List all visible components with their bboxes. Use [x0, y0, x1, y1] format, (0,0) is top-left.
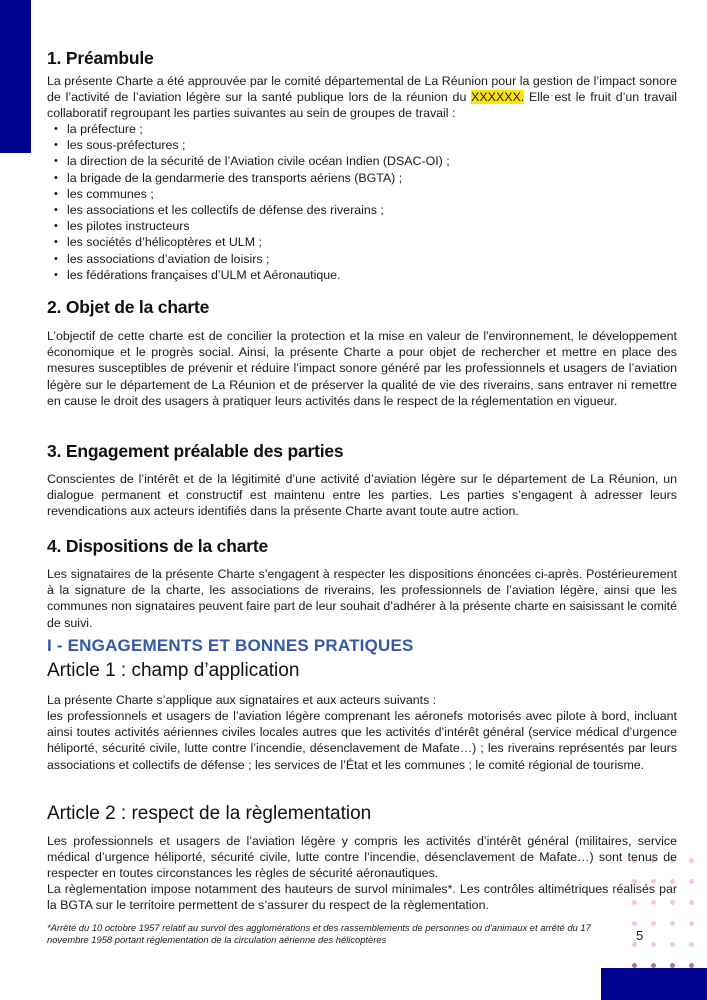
decorative-dot [651, 963, 656, 968]
list-item: • la préfecture ; [67, 121, 450, 137]
list-item: • les associations et les collectifs de défense des riverains ; [67, 202, 450, 218]
decorative-dot [689, 879, 694, 884]
decorative-dot [651, 921, 656, 926]
decorative-dot [689, 858, 694, 863]
section-title-engagement: 3. Engagement préalable des parties [47, 441, 344, 461]
list-item: • les associations d’aviation de loisirs ; [67, 251, 450, 267]
decorative-dot [670, 921, 675, 926]
decorative-dot [689, 900, 694, 905]
preambule-paragraph [47, 73, 677, 122]
decorative-dot [670, 963, 675, 968]
preambule-text: La présente Charte a été approuvée par le comité départemental de La Réunion pour la gestion de l’impact sonore de l’activité de l’aviation légère sur la santé publique lors de la réunion du [47, 74, 677, 105]
article-1-title: Article 1 : champ d’application [47, 660, 300, 681]
page-number: 5 [636, 928, 644, 943]
article-2-paragraph-1: Les professionnels et usagers de l’aviation légère y compris les activités d’intérêt général (militaires, service médical d’urgence héliporté, sécurité civile, lutte contre l’incendie, désenclavement de Mafate…) sont tenus de respecter en toutes circonstances les règles de sécurité aéronautiques. [47, 834, 677, 881]
section-title-objet: 2. Objet de la charte [47, 297, 210, 317]
list-item: • les sociétés d’hélicoptères et ULM ; [67, 234, 450, 250]
list-item: • la direction de la sécurité de l’Aviation civile océan Indien (DSAC-OI) ; [67, 153, 450, 169]
section-title-dispositions: 4. Dispositions de la charte [47, 536, 268, 556]
list-item: • les communes ; [67, 186, 450, 202]
objet-paragraph: L’objectif de cette charte est de concilier la protection et la mise en valeur de l'environnement, le développement économique et le progrès social. Ainsi, la présente Charte a pour objet de rechercher et mettre en place des mesures susceptibles de prévenir et réduire l’impact sonore généré par les professionnels et usagers de l’aviation légère sur le département de La Réunion et de préserver la qualité de vie des riverains, sans entraver ni remettre en cause le droit des usagers à pratiquer leurs activités dans le respect de la réglementation en vigueur. [47, 329, 677, 408]
dispositions-paragraph: Les signataires de la présente Charte s’engagent à respecter les dispositions énoncées ci-après. Postérieurement à la signature de la charte, les associations de riverains, les professionnels de l’aviation légère, ainsi que les communes non signataires peuvent faire part de leur souhait d’adhérer à la présente charte en saisissant le comité de suivi. [47, 567, 677, 630]
decorative-left-bar [0, 0, 31, 153]
list-item: • la brigade de la gendarmerie des transports aériens (BGTA) ; [67, 170, 450, 186]
article-2-title: Article 2 : respect de la règlementation [47, 803, 372, 824]
part-title: I - ENGAGEMENTS ET BONNES PRATIQUES [47, 636, 414, 655]
list-item: • les pilotes instructeurs [67, 218, 450, 234]
decorative-dot [632, 921, 637, 926]
engagement-paragraph: Conscientes de l’intérêt et de la légitimité d’une activité d’aviation légère sur le département de La Réunion, un dialogue permanent et constructif est maintenu entre les parties. Les parties s’engagent à adresser leurs revendications aux acteurs identifiés dans la présente Charte avant toute autre action. [47, 472, 677, 519]
article-2-paragraph-2: La règlementation impose notamment des hauteurs de survol minimales*. Les contrôles altimétriques réalisés par la BGTA sur le territoire permettent de s’assurer du respect de la règlementation. [47, 882, 677, 913]
section-title-preambule: 1. Préambule [47, 48, 154, 68]
date-placeholder-highlight: XXXXXX. [471, 90, 525, 105]
list-item: • les sous-préfectures ; [67, 137, 450, 153]
article-1-paragraph: les professionnels et usagers de l’aviation légère comprenant les aéronefs motorisés avec pilote à bord, incluant ainsi toutes activités aériennes civiles locales autres que les activités d’intérêt général (service médical d’urgence héliporté, sécurité civile, lutte contre l’incendie, désenclavement de Mafate…) ; les riverains représentés par leurs associations et collectifs de défense ; les services de l’État et les communes ; le comité régional de tourisme. [47, 709, 677, 772]
footnote: *Arrêté du 10 octobre 1957 relatif au survol des agglomérations et des rassemblements de personnes ou d'animaux et arrêté du 17 novembre 1958 portant réglementation de la circulation aérienne des hélicoptères [47, 922, 591, 945]
list-item: • les fédérations françaises d’ULM et Aéronautique. [67, 267, 450, 283]
preambule-text-end: Elle est le fruit d’un travail collaboratif regroupant les parties suivantes au sein de groupes de travail : [47, 90, 678, 121]
decorative-dot [689, 942, 694, 947]
decorative-dot [689, 963, 694, 968]
article-1-intro: La présente Charte s’applique aux signataires et aux acteurs suivants : [47, 693, 437, 707]
decorative-dot [651, 942, 656, 947]
parties-list [47, 121, 450, 283]
decorative-dot [632, 963, 637, 968]
decorative-dot [689, 921, 694, 926]
decorative-dot [670, 942, 675, 947]
